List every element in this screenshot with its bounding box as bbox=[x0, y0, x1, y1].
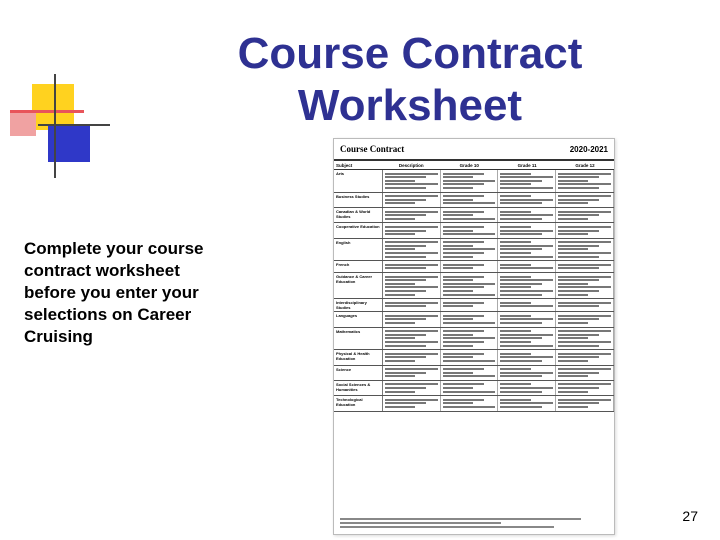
column-description: Description bbox=[398, 162, 424, 168]
worksheet-cell bbox=[441, 239, 499, 261]
worksheet-cell bbox=[498, 328, 556, 350]
worksheet-cell bbox=[441, 366, 499, 380]
worksheet-header bbox=[334, 139, 614, 161]
worksheet-row bbox=[334, 223, 614, 238]
worksheet-row bbox=[334, 261, 614, 273]
worksheet-year: 2020-2021 bbox=[569, 144, 608, 154]
worksheet-cell bbox=[498, 193, 556, 207]
worksheet-row-subject: Technological Education bbox=[334, 396, 383, 410]
worksheet-cell bbox=[556, 261, 614, 272]
worksheet-columns bbox=[334, 161, 614, 170]
worksheet-row bbox=[334, 193, 614, 208]
worksheet-image bbox=[333, 138, 615, 535]
worksheet-rows bbox=[334, 170, 614, 412]
worksheet-cell bbox=[498, 396, 556, 410]
worksheet-cell bbox=[556, 299, 614, 311]
worksheet-row bbox=[334, 328, 614, 351]
worksheet-cell bbox=[441, 350, 499, 364]
instruction-text: Complete your course contract worksheet before you enter your selections on Career Cruising bbox=[24, 239, 204, 346]
column-grade-10: Grade 10 bbox=[459, 162, 479, 168]
worksheet-row-subject: Guidance & Career Education bbox=[334, 273, 383, 298]
worksheet-row-subject: French bbox=[334, 261, 383, 272]
worksheet-cell bbox=[498, 273, 556, 298]
worksheet-cell bbox=[498, 170, 556, 192]
worksheet-cell bbox=[441, 299, 499, 311]
vertical-line bbox=[54, 74, 56, 178]
worksheet-footer bbox=[340, 516, 608, 530]
worksheet-cell bbox=[383, 312, 441, 326]
worksheet-cell bbox=[383, 381, 441, 395]
worksheet-cell bbox=[498, 312, 556, 326]
worksheet-row bbox=[334, 312, 614, 327]
page-title bbox=[150, 28, 670, 132]
worksheet-row-subject: Arts bbox=[334, 170, 383, 192]
worksheet-row bbox=[334, 239, 614, 262]
worksheet-cell bbox=[441, 273, 499, 298]
worksheet-cell bbox=[383, 328, 441, 350]
worksheet-cell bbox=[556, 273, 614, 298]
title-line-2: Worksheet bbox=[297, 81, 523, 130]
worksheet-cell bbox=[556, 328, 614, 350]
worksheet-cell bbox=[383, 299, 441, 311]
worksheet-row-subject: Languages bbox=[334, 312, 383, 326]
worksheet-cell bbox=[441, 223, 499, 237]
worksheet-heading: Course Contract bbox=[340, 144, 405, 154]
horizontal-line bbox=[38, 124, 110, 126]
column-subject: Subject bbox=[336, 162, 353, 168]
red-line bbox=[10, 110, 84, 113]
worksheet-cell bbox=[441, 193, 499, 207]
worksheet-row-subject: Mathematics bbox=[334, 328, 383, 350]
worksheet-cell bbox=[383, 239, 441, 261]
worksheet-cell bbox=[383, 261, 441, 272]
worksheet-cell bbox=[556, 350, 614, 364]
worksheet-cell bbox=[498, 239, 556, 261]
worksheet-row-subject: Social Sciences & Humanities bbox=[334, 381, 383, 395]
worksheet-cell bbox=[441, 170, 499, 192]
page-number: 27 bbox=[682, 508, 698, 524]
worksheet-cell bbox=[383, 208, 441, 222]
worksheet-row bbox=[334, 350, 614, 365]
worksheet-row-subject: English bbox=[334, 239, 383, 261]
column-grade-12: Grade 12 bbox=[575, 162, 595, 168]
column-grade-11: Grade 11 bbox=[517, 162, 537, 168]
worksheet-cell bbox=[441, 261, 499, 272]
worksheet-cell bbox=[383, 350, 441, 364]
worksheet-cell bbox=[383, 396, 441, 410]
worksheet-cell bbox=[556, 223, 614, 237]
worksheet-row bbox=[334, 170, 614, 193]
worksheet-cell bbox=[441, 328, 499, 350]
worksheet-cell bbox=[498, 299, 556, 311]
worksheet-row bbox=[334, 273, 614, 299]
worksheet-cell bbox=[441, 312, 499, 326]
worksheet-row bbox=[334, 396, 614, 411]
worksheet-row-subject: Science bbox=[334, 366, 383, 380]
worksheet-cell bbox=[556, 170, 614, 192]
worksheet-row bbox=[334, 381, 614, 396]
worksheet-cell bbox=[556, 396, 614, 410]
worksheet-cell bbox=[383, 170, 441, 192]
worksheet-row bbox=[334, 208, 614, 223]
worksheet-row bbox=[334, 366, 614, 381]
worksheet-cell bbox=[498, 261, 556, 272]
worksheet-cell bbox=[441, 208, 499, 222]
worksheet-row-subject: Physical & Health Education bbox=[334, 350, 383, 364]
worksheet-cell bbox=[498, 223, 556, 237]
worksheet-cell bbox=[556, 193, 614, 207]
red-square bbox=[10, 110, 36, 136]
worksheet-cell bbox=[498, 381, 556, 395]
worksheet-cell bbox=[383, 223, 441, 237]
worksheet-cell bbox=[383, 273, 441, 298]
worksheet-cell bbox=[383, 366, 441, 380]
worksheet-cell bbox=[498, 350, 556, 364]
worksheet-cell bbox=[556, 239, 614, 261]
worksheet-cell bbox=[556, 366, 614, 380]
worksheet-cell bbox=[556, 208, 614, 222]
worksheet-cell bbox=[556, 381, 614, 395]
worksheet-cell bbox=[383, 193, 441, 207]
worksheet-row-subject: Business Studies bbox=[334, 193, 383, 207]
worksheet-row-subject: Cooperative Education bbox=[334, 223, 383, 237]
worksheet-row-subject: Interdisciplinary Studies bbox=[334, 299, 383, 311]
worksheet-row-subject: Canadian & World Studies bbox=[334, 208, 383, 222]
logo-decoration bbox=[0, 60, 110, 170]
worksheet-row bbox=[334, 299, 614, 312]
worksheet-cell bbox=[498, 366, 556, 380]
worksheet-cell bbox=[441, 381, 499, 395]
worksheet-cell bbox=[441, 396, 499, 410]
title-line-1: Course Contract bbox=[237, 29, 583, 78]
worksheet-cell bbox=[556, 312, 614, 326]
worksheet-cell bbox=[498, 208, 556, 222]
